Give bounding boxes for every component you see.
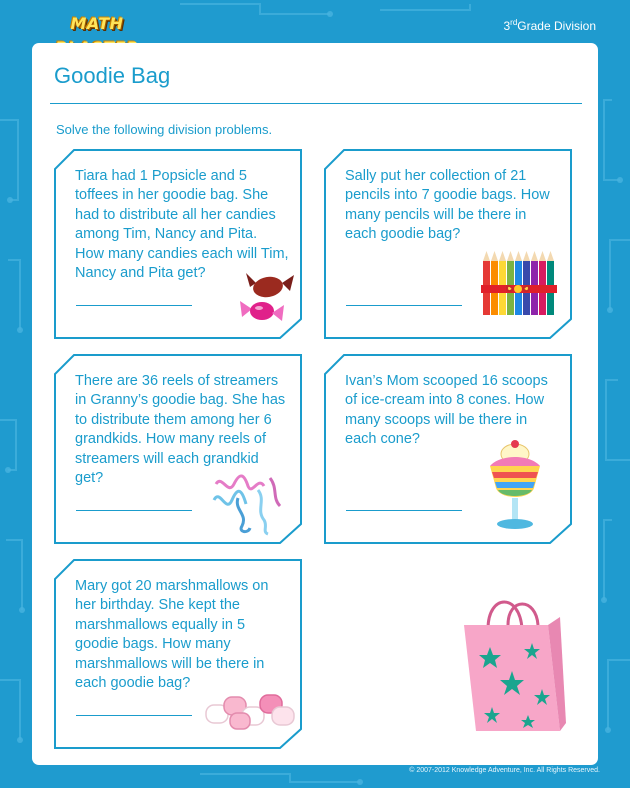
marshmallows-icon bbox=[202, 687, 298, 731]
goodie-bag-icon bbox=[450, 595, 568, 745]
problem-text: Mary got 20 marshmallows on her birthday. She kept the marshmallows equally in 5 goodie bags. How many marshmallows will be there in each goodie bag? bbox=[75, 578, 269, 692]
answer-line[interactable] bbox=[76, 510, 192, 511]
pencils-icon bbox=[479, 249, 561, 319]
grade-ordinal: 3 bbox=[503, 19, 511, 33]
math-blaster-logo bbox=[30, 12, 164, 36]
grade-suffix: rd bbox=[510, 18, 518, 27]
answer-line[interactable] bbox=[346, 305, 462, 306]
page-title: Goodie Bag bbox=[54, 63, 171, 88]
answer-line[interactable] bbox=[76, 305, 192, 306]
problem-card-3 bbox=[54, 354, 302, 544]
problem-text: Tiara had 1 Popsicle and 5 toffees in her goodie bag. She had to distribute all her candies among Tim, Nancy and Pita. How many candies each will Tim, Nancy and Pita get? bbox=[75, 168, 289, 282]
answer-line[interactable] bbox=[346, 510, 462, 511]
copyright: © 2007-2012 Knowledge Adventure, Inc. All Rights Reserved. bbox=[409, 767, 600, 774]
candy-icon bbox=[212, 265, 298, 329]
problem-card-2 bbox=[324, 149, 572, 339]
answer-line[interactable] bbox=[76, 715, 192, 716]
problem-text: Sally put her collection of 21 pencils into 7 goodie bags. How many pencils will be there in each goodie bag? bbox=[345, 168, 550, 243]
title-divider bbox=[50, 103, 582, 104]
problem-card-4 bbox=[324, 354, 572, 544]
instructions: Solve the following division problems. bbox=[56, 122, 273, 137]
problem-card-5 bbox=[54, 559, 302, 749]
streamers-icon bbox=[208, 470, 288, 536]
worksheet bbox=[32, 43, 598, 765]
problem-card-1 bbox=[54, 149, 302, 339]
grade-label bbox=[503, 18, 596, 33]
problem-text: Ivan’s Mom scooped 16 scoops of ice-cream into 8 cones. How many scoops will be there in each cone? bbox=[345, 373, 548, 448]
logo-text: MATH bbox=[70, 14, 124, 33]
grade-rest: Grade Division bbox=[517, 19, 596, 33]
problem-text: There are 36 reels of streamers in Granny’s goodie bag. She has to distribute them among her 6 grandkids. How many reels of streamers will each grandkid get? bbox=[75, 373, 286, 487]
ice-cream-icon bbox=[484, 438, 546, 536]
